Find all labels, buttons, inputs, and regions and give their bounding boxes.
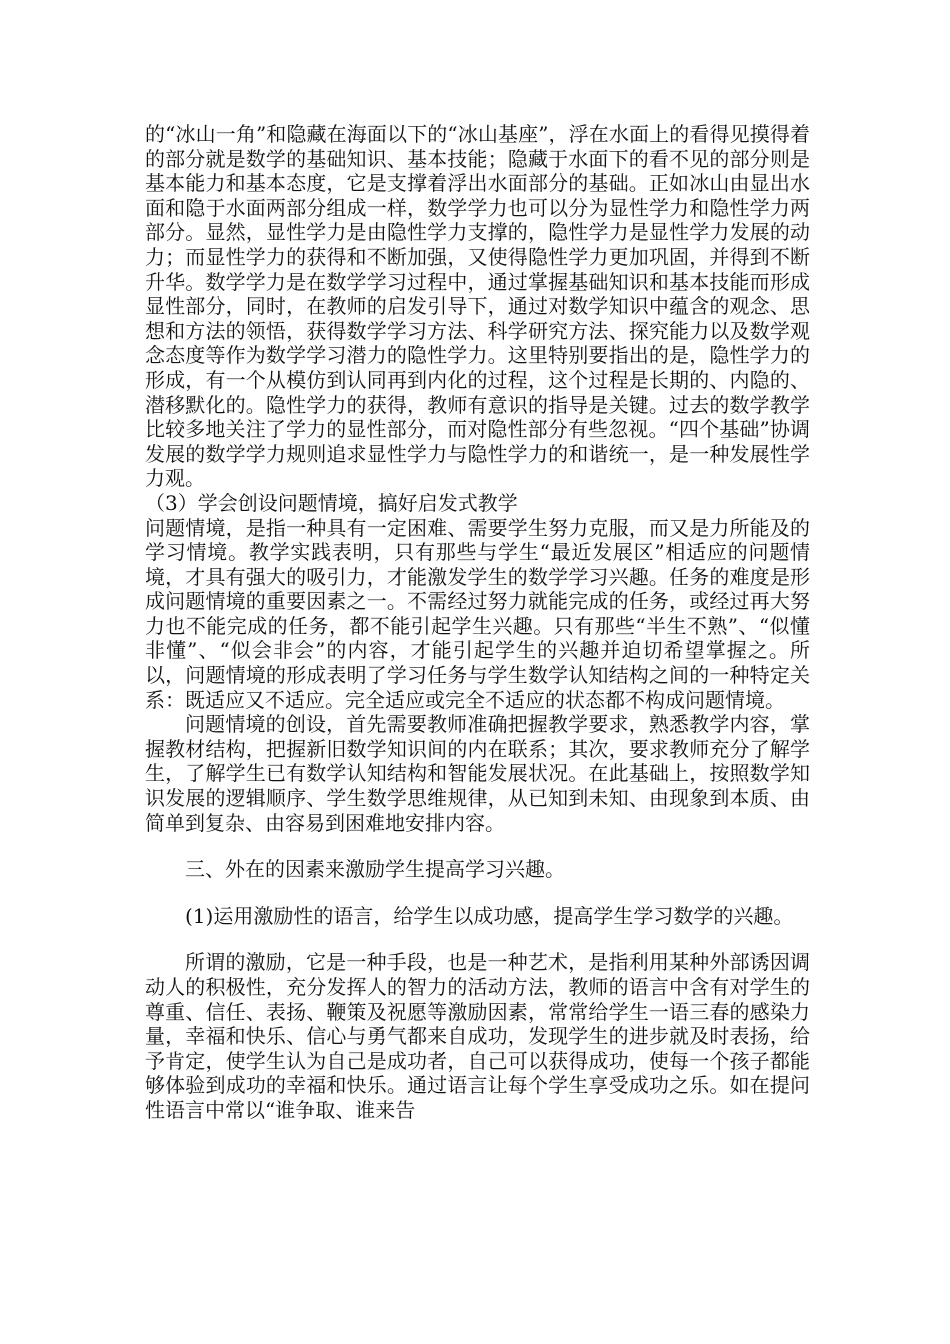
spacer: [145, 882, 810, 904]
subheading-encouraging-language: (1)运用激励性的语言，给学生以成功感，提高学生学习数学的兴趣。: [185, 903, 794, 928]
paragraph-problem-situation-creation: 问题情境的创设，首先需要教师准确把握教学要求，熟悉教学内容，掌握教材结构，把握新旧数学知识间的内在联系；其次，要求教师充分了解学生，了解学生已有数学认知结构和智能发展状况。在此基础上，按照数学知识发展的逻辑顺序、学生数学思维规律，从已知到未知、由现象到本质、由简单到复杂、由容易到困难地安排内容。: [145, 712, 810, 835]
paragraph-iceberg-learning: 的“冰山一角”和隐藏在海面以下的“冰山基座”，浮在水面上的看得见摸得着的部分就是数学的基础知识、基本技能；隐藏于水面下的看不见的部分则是基本能力和基本态度，它是支撑着浮出水面部分的基础。正如冰山由显出水面和隐于水面两部分组成一样，数学学力也可以分为显性学力和隐性学力两部分。显然，显性学力是由隐性学力支撑的，隐性学力是显性学力发展的动力；而显性学力的获得和不断加强，又使得隐性学力更加巩固，并得到不断升华。数学学力是在数学学习过程中，通过掌握基础知识和基本技能而形成显性部分，同时，在教师的启发引导下，通过对数学知识中蕴含的观念、思想和方法的领悟，获得数学学习方法、科学研究方法、探究能力以及数学观念态度等作为数学学习潜力的隐性学力。这里特别要指出的是，隐性学力的形成，有一个从模仿到认同再到内化的过程，这个过程是长期的、内隐的、潜移默化的。隐性学力的获得，教师有意识的指导是关键。过去的数学教学比较多地关注了学力的显性部分，而对隐性部分有些忽视。“四个基础”协调发展的数学学力规则追求显性学力与隐性学力的和谐统一，是一种发展性学力观。: [145, 122, 810, 491]
heading-problem-situation: （3）学会创设问题情境，搞好启发式教学: [145, 490, 518, 515]
document-body: [145, 122, 810, 1123]
paragraph-encouragement: 所谓的激励，它是一种手段，也是一种艺术，是指利用某种外部诱因调动人的积极性，充分发挥人的智力的活动方法，教师的语言中含有对学生的尊重、信任、表扬、鞭策及祝愿等激励因素，常常给学生一语三春的感染力量，幸福和快乐、信心与勇气都来自成功，发现学生的进步就及时表扬，给予肯定，使学生认为自己是成功者，自己可以获得成功，使每一个孩子都能够体验到成功的幸福和快乐。通过语言让每个学生享受成功之乐。如在提问性语言中常以“谁争取、谁来告: [145, 950, 810, 1122]
section-heading-external-factors: 三、外在的因素来激励学生提高学习兴趣。: [185, 857, 565, 882]
spacer: [145, 835, 810, 857]
spacer: [145, 928, 810, 950]
paragraph-problem-situation-definition: 问题情境，是指一种具有一定困难、需要学生努力克服，而又是力所能及的学习情境。教学实践表明，只有那些与学生“最近发展区”相适应的问题情境，才具有强大的吸引力，才能激发学生的数学学习兴趣。任务的难度是形成问题情境的重要因素之一。不需经过努力就能完成的任务，或经过再大努力也不能完成的任务，都不能引起学生兴趣。只有那些“半生不熟”、“似懂非懂”、“似会非会”的内容，才能引起学生的兴趣并迫切希望掌握之。所以，问题情境的形成表明了学习任务与学生数学认知结构之间的一种特定关系：既适应又不适应。完全适应或完全不适应的状态都不构成问题情境。: [145, 515, 810, 712]
